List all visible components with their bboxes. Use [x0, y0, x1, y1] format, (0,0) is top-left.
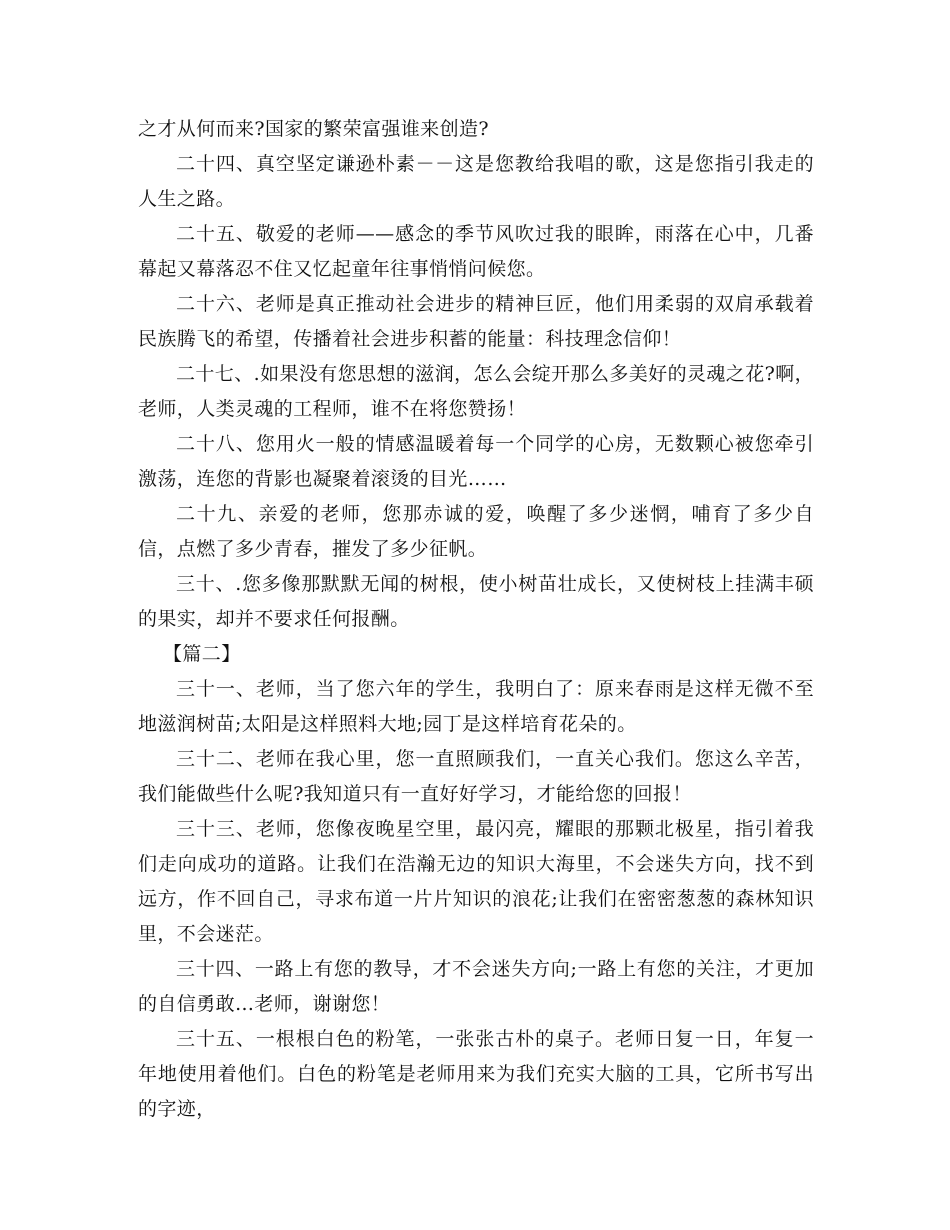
paragraph-35: 三十五、一根根白色的粉笔，一张张古朴的桌子。老师日复一日，年复一年地使用着他们。白色的粉笔是老师用来为我们充实大脑的工具，它所书写出的字迹， [138, 1028, 814, 1120]
paragraph-29: 二十九、亲爱的老师，您那赤诚的爱，唤醒了多少迷惘，哺育了多少自信，点燃了多少青春，摧发了多少征帆。 [138, 503, 814, 560]
paragraph-24: 二十四、真空坚定谦逊朴素－－这是您教给我唱的歌，这是您指引我走的人生之路。 [138, 153, 814, 210]
paragraph-31: 三十一、老师，当了您六年的学生，我明白了：原来春雨是这样无微不至地滋润树苗;太阳是这样照料大地;园丁是这样培育花朵的。 [138, 678, 814, 735]
paragraph-33: 三十三、老师，您像夜晚星空里，最闪亮，耀眼的那颗北极星，指引着我们走向成功的道路。让我们在浩瀚无边的知识大海里，不会迷失方向，找不到远方，作不回自己，寻求布道一片片知识的浪花;让我们在密密葱葱的森林知识里，不会迷茫。 [138, 818, 814, 945]
paragraph-25: 二十五、敬爱的老师——感念的季节风吹过我的眼眸，雨落在心中，几番幕起又幕落忍不住又忆起童年往事悄悄问候您。 [138, 223, 814, 280]
paragraph-30: 三十、.您多像那默默无闻的树根，使小树苗壮成长，又使树枝上挂满丰硕的果实，却并不要求任何报酬。 [138, 573, 814, 630]
paragraph-34: 三十四、一路上有您的教导，才不会迷失方向;一路上有您的关注，才更加的自信勇敢…老师，谢谢您！ [138, 958, 814, 1015]
paragraph-28: 二十八、您用火一般的情感温暖着每一个同学的心房，无数颗心被您牵引激荡，连您的背影也凝聚着滚烫的目光…… [138, 433, 814, 490]
paragraph-27: 二十七、.如果没有您思想的滋润，怎么会绽开那么多美好的灵魂之花?啊，老师，人类灵魂的工程师，谁不在将您赞扬！ [138, 363, 814, 420]
paragraph-26: 二十六、老师是真正推动社会进步的精神巨匠，他们用柔弱的双肩承载着民族腾飞的希望，传播着社会进步积蓄的能量：科技理念信仰！ [138, 293, 814, 350]
section-heading: 【篇二】 [163, 643, 241, 665]
paragraph-continuation: 之才从何而来?国家的繁荣富强谁来创造? [138, 118, 489, 140]
paragraph-32: 三十二、老师在我心里，您一直照顾我们，一直关心我们。您这么辛苦，我们能做些什么呢?我知道只有一直好好学习，才能给您的回报！ [138, 748, 814, 805]
document-body [138, 112, 814, 1127]
